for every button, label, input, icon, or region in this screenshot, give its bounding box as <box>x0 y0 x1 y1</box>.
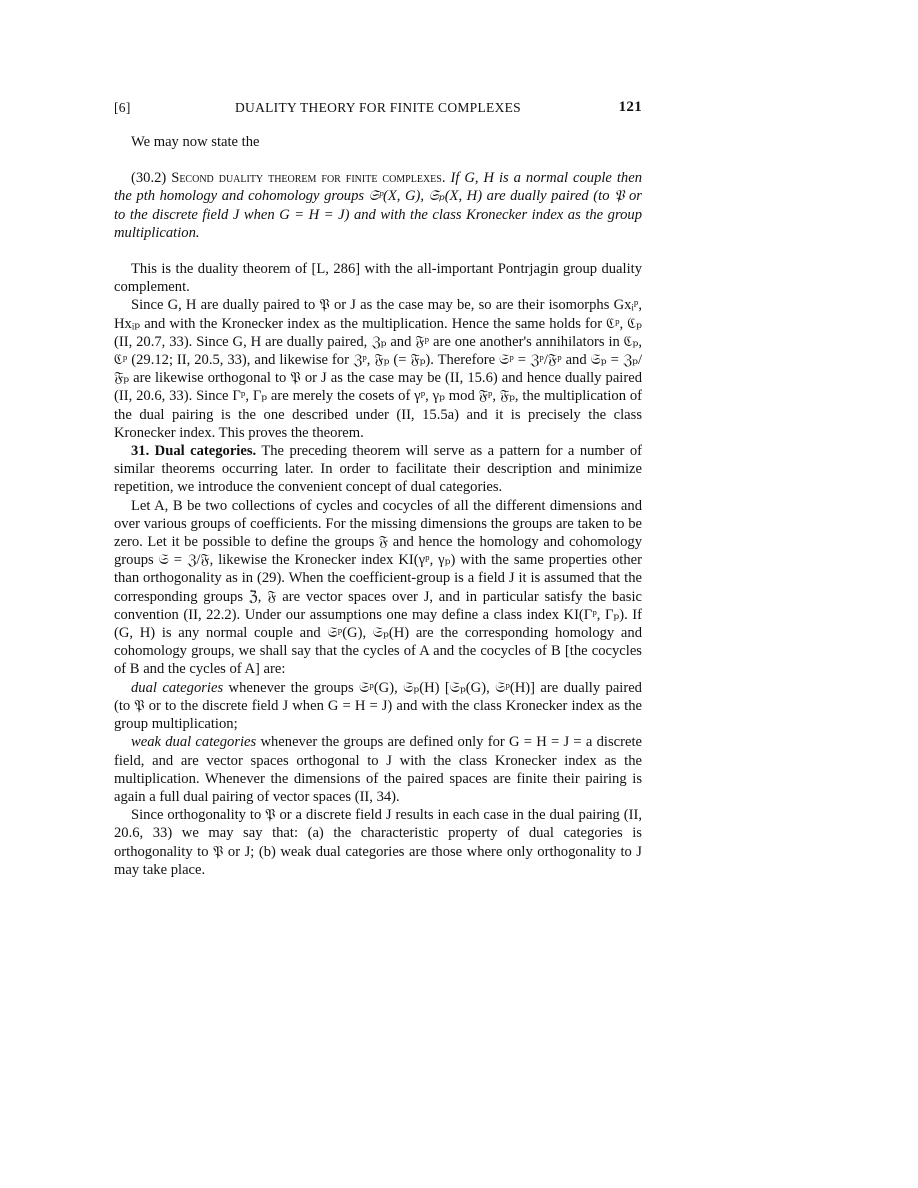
theorem-label: (30.2) Second duality theorem for finite complexes. <box>131 170 446 187</box>
section-tag: [6] <box>114 100 131 115</box>
section-31-intro: The preceding theorem will serve as a pattern for a number of similar theorems occurring later. In order to facilitate their description and minimize repetition, we introduce the convenient concept of dual categories. <box>114 443 642 496</box>
theorem-30-2 <box>114 169 642 242</box>
body-text <box>114 133 642 879</box>
running-title: DUALITY THEORY FOR FINITE COMPLEXES <box>234 100 521 115</box>
term-dual-categories: dual categories <box>131 679 224 696</box>
weak-dual-categories-text: whenever the groups are defined only for G = H = J = a discrete field, and are vector spaces orthogonal to J with the class Kronecker index as the multiplication. Whenever the dimensions of the paired spaces are finite their pairing is again a full dual pairing of vector spaces (II, 34). <box>114 734 642 805</box>
paragraph-orthogonality: Since orthogonality to 𝔓 or a discrete field J results in each case in the dual pairing (II, 20.6, 33) we may say that: (a) the characteristic property of dual categories is orthogonality to 𝔓 or J; (b) weak dual categories are those where only orthogonality to J may take place. <box>114 807 642 878</box>
paragraph-collections: Let A, B be two collections of cycles and cocycles of all the different dimensions and over various groups of coefficients. For the missing dimensions the groups are taken to be zero. Let it be possible to define the groups 𝔉 and hence the homology and cohomology groups 𝔖 = ℨ/𝔉, likewise the Kronecker index KI(γᵖ, γₚ) with the same properties other than orthogonality as in (29). When the coefficient-group is a field J it is assumed that the corresponding groups ℨ, 𝔉 are vector spaces over J, and in particular satisfy the basic convention (II, 22.2). Under our assumptions one may define a class index KI(Γᵖ, Γₚ). If (G, H) is any normal couple and 𝔖ᵖ(G), 𝔖ₚ(H) are the corresponding homology and cohomology groups, we shall say that the cycles of A and the cocycles of B [the cocycles of B and the cycles of A] are: <box>114 497 642 678</box>
term-weak-dual-categories: weak dual categories <box>131 734 257 751</box>
page-number: 121 <box>618 99 642 115</box>
theorem-statement: If G, H is a normal couple then the pth homology and cohomology groups 𝔖ᵖ(X, G), 𝔖ₚ(X, H) are dually paired (to 𝔓 or to the discrete field J when G = H = J) and with the class Kronecker index as the group multiplication. <box>114 170 642 241</box>
paragraph-duality-remark: This is the duality theorem of [L, 286] with the all-important Pontrjagin group duality complement. <box>114 261 642 296</box>
section-31-title: 31. Dual categories. <box>131 443 257 460</box>
intro-paragraph: We may now state the <box>131 134 260 150</box>
section-31 <box>114 442 642 497</box>
definition-weak-dual-categories <box>114 733 642 806</box>
definition-dual-categories <box>114 679 642 734</box>
dual-categories-text: whenever the groups 𝔖ᵖ(G), 𝔖ₚ(H) [𝔖ₚ(G), 𝔖ᵖ(H)] are dually paired (to 𝔓 or to the discrete field J when G = H = J) and with the class Kronecker index as the group multiplication; <box>114 679 642 733</box>
paragraph-proof: Since G, H are dually paired to 𝔓 or J as the case may be, so are their isomorphs Gxᵢᵖ, Hxᵢₚ and with the Kronecker index as the multiplication. Hence the same holds for ℭᵖ, ℭₚ (II, 20.7, 33). Since G, H are dually paired, ℨₚ and 𝔉ᵖ are one another's annihilators in ℭₚ, ℭᵖ (29.12; II, 20.5, 33), and likewise for ℨᵖ, 𝔉ₚ (= 𝔉̄ₚ). Therefore 𝔖ᵖ = ℨᵖ/𝔉ᵖ and 𝔖ₚ = ℨₚ/𝔉̄ₚ are likewise orthogonal to 𝔓 or J as the case may be (II, 15.6) and hence dually paired (II, 20.6, 33). Since Γᵖ, Γₚ are merely the cosets of γᵖ, γₚ mod 𝔉̄ᵖ, 𝔉̄ₚ, the multiplication of the dual pairing is the one described under (II, 15.5a) and it is precisely the class Kronecker index. This proves the theorem. <box>114 297 642 441</box>
